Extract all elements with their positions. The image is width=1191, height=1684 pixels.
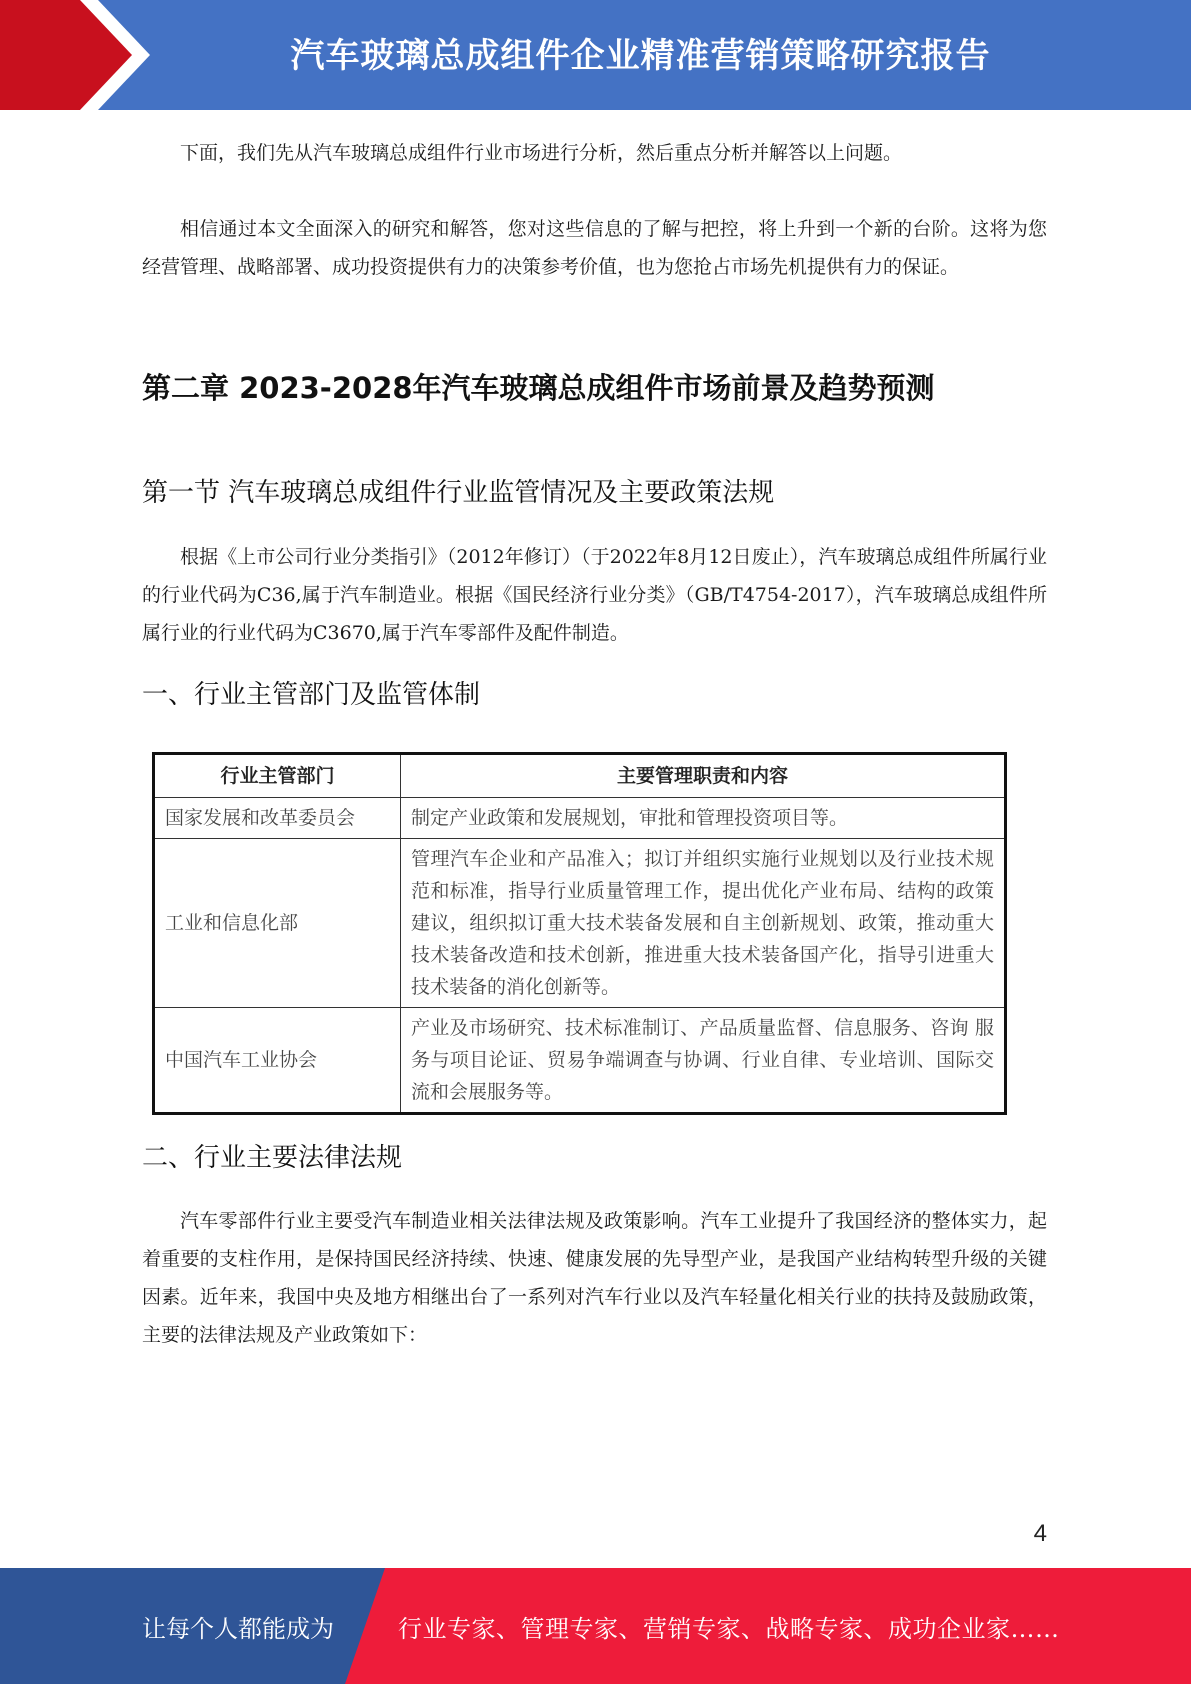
cell-duty: 产业及市场研究、技术标准制订、产品质量监督、信息服务、咨询 服务与项目论证、贸易争端调查与协调、行业自律、专业培训、国际交流和会展服务等。 <box>401 1008 1006 1114</box>
section-heading: 第一节 汽车玻璃总成组件行业监管情况及主要政策法规 <box>142 478 775 508</box>
paragraph-text: 根据《上市公司行业分类指引》（2012年修订）（于2022年8月12日废止），汽车玻璃总成组件所属行业的行业代码为C36,属于汽车制造业。根据《国民经济行业分类》（GB/T4754-2017），汽车玻璃总成组件所属行业的行业代码为C3670,属于汽车零部件及配件制造。 <box>142 546 1047 644</box>
cell-dept: 国家发展和改革委员会 <box>154 798 401 839</box>
subheading-laws: 二、行业主要法律法规 <box>142 1143 403 1173</box>
footer-banner <box>0 1568 1191 1684</box>
report-title: 汽车玻璃总成组件企业精准营销策略研究报告 <box>290 35 991 76</box>
cell-duty: 管理汽车企业和产品准入；拟订并组织实施行业规划以及行业技术规范和标准，指导行业质量管理工作，提出优化产业布局、结构的政策建议，组织拟订重大技术装备发展和自主创新规划、政策，推动重大技术装备改造和技术创新，推进重大技术装备国产化，指导引进重大技术装备的消化创新等。 <box>401 839 1006 1008</box>
paragraph-text: 相信通过本文全面深入的研究和解答，您对这些信息的了解与把控，将上升到一个新的台阶。这将为您经营管理、战略部署、成功投资提供有力的决策参考价值，也为您抢占市场先机提供有力的保证。 <box>142 218 1047 278</box>
paragraph-laws <box>142 1202 1047 1354</box>
cell-duty: 制定产业政策和发展规划，审批和管理投资项目等。 <box>401 798 1006 839</box>
subheading-block-1 <box>142 674 1047 711</box>
paragraph-intro <box>142 134 1047 172</box>
paragraph-text: 汽车零部件行业主要受汽车制造业相关法律法规及政策影响。汽车工业提升了我国经济的整体实力，起着重要的支柱作用，是保持国民经济持续、快速、健康发展的先导型产业，是我国产业结构转型升级的关键因素。近年来，我国中央及地方相继出台了一系列对汽车行业以及汽车轻量化相关行业的扶持及鼓励政策，主要的法律法规及产业政策如下： <box>142 1210 1047 1346</box>
page-number: 4 <box>1033 1520 1047 1547</box>
table-row <box>154 798 1006 839</box>
paragraph-text: 下面，我们先从汽车玻璃总成组件行业市场进行分析，然后重点分析并解答以上问题。 <box>180 142 903 164</box>
cell-dept: 中国汽车工业协会 <box>154 1008 401 1114</box>
subheading-block-2 <box>142 1137 1047 1174</box>
subheading-regulators: 一、行业主管部门及监管体制 <box>142 680 481 710</box>
chapter-heading: 第二章 2023-2028年汽车玻璃总成组件市场前景及趋势预测 <box>142 371 935 405</box>
footer-slogan-right: 行业专家、管理专家、营销专家、战略专家、成功企业家…… <box>398 1614 1060 1643</box>
column-header-duty: 主要管理职责和内容 <box>401 754 1006 798</box>
column-header-dept: 行业主管部门 <box>154 754 401 798</box>
header-banner <box>0 0 1191 110</box>
section-heading-block <box>142 472 1047 509</box>
table-row <box>154 1008 1006 1114</box>
regulator-table <box>152 752 1007 1115</box>
paragraph-value <box>142 210 1047 286</box>
table-header-row <box>154 754 1006 798</box>
cell-dept: 工业和信息化部 <box>154 839 401 1008</box>
chapter-heading-block <box>142 366 1047 407</box>
footer-slogan-left: 让每个人都能成为 <box>142 1614 334 1643</box>
paragraph-classification <box>142 538 1047 652</box>
table-row <box>154 839 1006 1008</box>
